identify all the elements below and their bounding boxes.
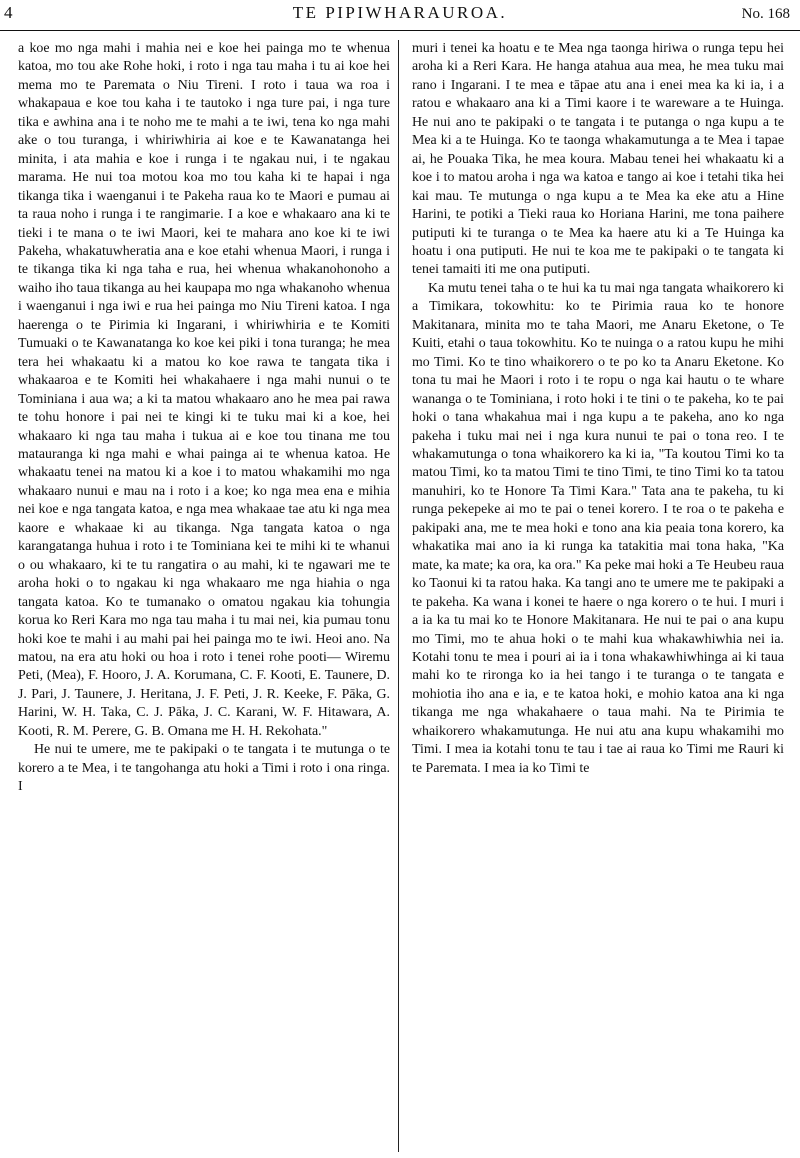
- issue-number: No. 168: [741, 6, 790, 22]
- page-number: 4: [4, 3, 13, 22]
- paragraph-address-continued: a koe mo nga mahi i mahia nei e koe hei painga mo te whenua katoa, mo tou ake Rohe hoki, i roto i nga tau maha i tu ai koe hei mema mo te Paremata o Niu Tireni. I roto i taua wa roa i whakapaua e koe tou kaha i te tautoko i nga ture pai, i nga ture tika e awhina ana i te noho me te mahi a te iwi, tena ko nga mahi ake o tou turanga, i whiriwhiria ai koe e te Kawanatanga hei minita, i ata mahia e koe i runga i te ngakau nui, i te ngakau marama. He nui toa motou koa mo tou kaha ki te hapai i nga tikanga tika i waenganui i te Pakeha raua ko te Maori e pumau ai ta raua noho i runga i te rangimarie. I a koe e whakaaro ana ki te tieki i te mana o te iwi Maori, kei te mahara ano koe ki te iwi Pakeha, whakatuwheratia ana e koe etahi whenua Maori, i runga i te tikanga tika ki nga taha e rua, hei whenua whakanohonoho a waiho iho taua tikanga au hei kaupapa mo nga whakanoho whenua i waenganui i nga iwi e rua hei painga mo Niu Tireni katoa. I nga haerenga o te Pirimia ki Ingarani, i whiriwhiria e te Komiti Tumuaki o te Kawanatanga ko koe kei piki i tona turanga; he mea tera hei whakaatu ki a matou ko koe rawa te tangata tika i whakaaroa e te Komiti hei whakahaere i nga mahi nunui o te Tominiana i aua wa; a ki ta matou whakaaro ano he mea pai rawa te tohu honore i pai nei te kingi ki te tuku mai ki a koe, hei whakaaro ki nga tau maha i tukua ai e koe tou tinana me tou matauranga ki nga mahi e whai painga ai te whenua katoa. He whakaatu tenei na matou ki a koe i to matou whakamihi mo nga whakaaro nunui e mau na i roto i a koe; ko nga mea ena e mihia nei koe e nga tangata katoa, e nga mea whakaae tae atu ki nga mea kaore e whakaae ki au tikanga. Nga tangata katoa o nga karangatanga huhua i roto i te Tominiana kei te mihi ki te whanui o ou whakaaro, ki te tu rangatira o au mahi, ki te ngawari me te aroha hoki o to ngakau ki nga whakaaro me nga hiahia o nga tangata katoa. Ko te tumanako o omatou ngakau kia tohungia korua ko Reri Kara mo nga tau maha i tu mai nei, kia pumau tonu hoki koe te mahi i au mahi pai hei painga mo te iwi. Heoi ano. Na matou, na era atu hoki ou hoa i roto i tenei rohe pooti— Wiremu Peti, (Mea), F. Hooro, J. A. Korumana, C. F. Kooti, E. Taunere, D. J. Pari, J. Taunere, J. Heritana, J. F. Peti, J. R. Keeke, F. Pāka, G. Harini, W. H. Taka, C. J. Pāka, J. C. Karani, W. F. Hitawara, A. Kooti, R. M. Perere, G. B. Omana me H. H. Rekohata.": [18, 41, 390, 739]
- column-divider: [398, 40, 399, 1152]
- left-column: [18, 40, 390, 1154]
- journal-title: TE PIPIWHARAUROA.: [292, 3, 508, 22]
- page-header: [0, 0, 800, 36]
- header-rule: [0, 30, 800, 31]
- paragraph-applause: He nui te umere, me te pakipaki o te tangata i te mutunga o te korero a te Mea, i te tangohanga atu hoki a Timi i roto i ona ringa. I: [18, 742, 390, 795]
- right-column: [412, 40, 784, 1154]
- paragraph-speeches: Ka mutu tenei taha o te hui ka tu mai nga tangata whaikorero ki a Timikara, tokowhitu: ko te Pirimia raua ko te honore Makitanara, minita mo te taha Maori, me Anaru Eketone, o Te Kuiti, etahi o taua tokowhitu. Ko te nuinga o a ratou kupu he mihi mo Timi. Ko te tino whaikorero o te po ko ta Anaru Eketone. Ko tona tu mai he Maori i roto i te ropu o nga kai hautu o te whare wananga o te Tominiana, i roto hoki i te tini o te pakeha, ko te pai hoki o tana whakahua mai i nga kupu a te pakeha, ano ko nga pakeha i tuku mai nei i nga kura nunui te pai o tona reo. I te whakamutunga o tona whaikorero ka ki ia, "Ta koutou Timi ko ta matou Timi, ko ta matou Timi te tino Timi, te tino Timi ko ta tatou manuhiri, ko te Honore Ta Timi Kara." Tata ana te pakeha, tu ki runga pekepeke ai mo te pai o tenei korero. I te roa o te pakeha e pakipaki ana, me te mea hoki e tono ana kia peaia tona korero, ka whakatika mai ano ia ki runga ka tatakitia mai tona haka, "Ka mate, ka mate; ka ora, ka ora." Ka peke mai hoki a Te Heubeu raua ko Taonui ki ta ratou haka. Ka tangi ano te umere me te pakipaki a te pakeha. Ka wana i konei te haere o nga korero o te hui. I muri i a ia ka tu mai ko te Honore Makitanara. He nui te pai o ana kupu mo Timi, mo te ahua hoki o te mahi kua whakawhiwhia nei ia. Kotahi tonu te mea i pouri ai ia i tona whakawhiwhinga ai ki taua mahi ko te rironga ko ia hei tango i te turanga o te tangata e mohiotia iho ana e ia, e te katoa hoki, e mohio katoa ana ki nga tikanga me nga whakahaere o taua mahi. Na te Pirimia te whaikorero whakamutunga. He nui atu ana kupu whakamihi mo Timi. I mea ia kotahi tonu te tau i tae ai raua ko Timi me Rauri ki te Paremata. I mea ia ko Timi te: [412, 280, 784, 776]
- paragraph-gifts: muri i tenei ka hoatu e te Mea nga taonga hiriwa o runga tepu hei aroha ki a Reri Kara. He hanga atahua aua mea, he mea tuku mai rano i Ingarani. I te mea e tāpae atu ana i enei mea ka ki ia, i a ratou e whakaaro ana ki a Timi kaore i te wareware a te Huinga. He nui ano te pakipaki o te tangata i te putanga o nga kupu a te Mea ki a te Huinga. Ko te taonga whakamutunga a te Mea i tapae ai, he Pouaka Tika, he mea koura. Mabau tenei hei whakaatu ki a koe i to matou aroha i nga wa katoa e tango ai koe i tetahi tika hei kai mau. Te mutunga o nga kupu a te Mea ka eke atu a Hine Harini, te potiki a Tieki raua ko Horiana Harini, me tona paihere putiputi ki te turanga o te Mea ka haere atu ki a Te Huinga ka hoatu i ona putiputi. He nui te koa me te pakipaki o te tangata ki tenei tamaiti iti me ona putiputi.: [412, 41, 784, 278]
